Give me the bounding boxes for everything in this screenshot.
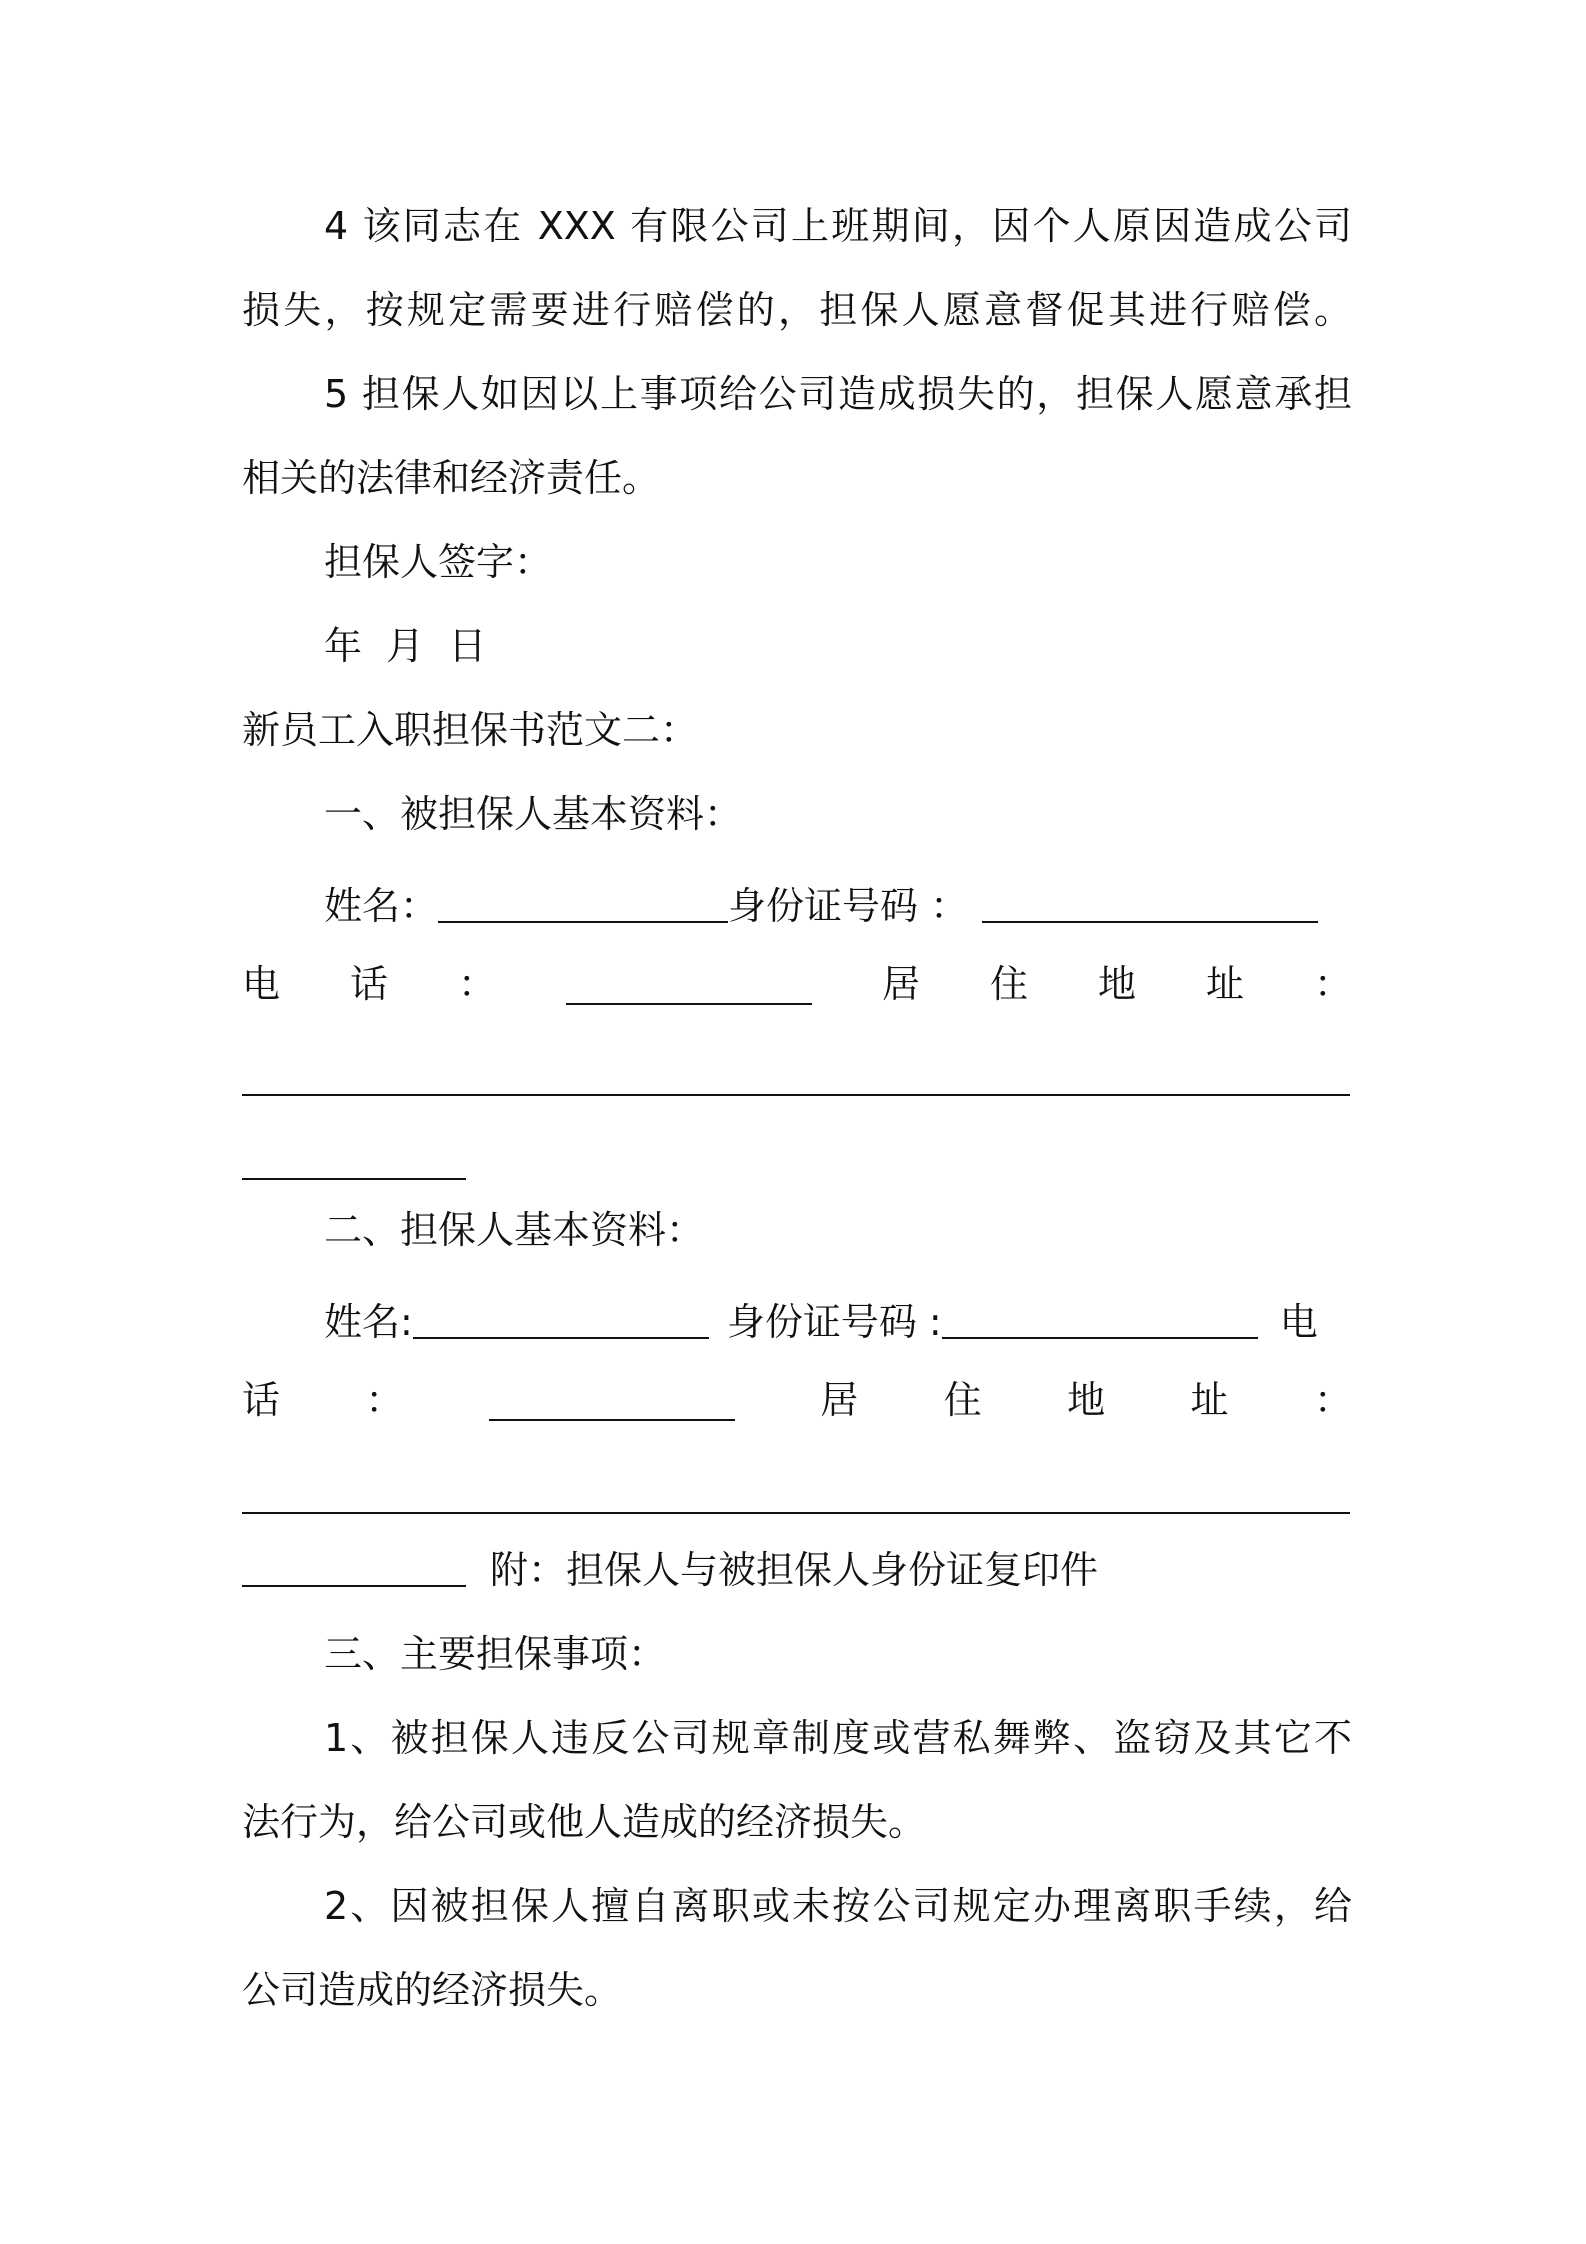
section-2-address-char-1: 居 [820, 1378, 859, 1422]
section-1-phone-char-3: ： [458, 962, 497, 1006]
section-1-name-id-row [242, 876, 1352, 936]
section-2-phone-char-2: ： [365, 1378, 404, 1422]
section-1-id-label: 身份证号码 ： [728, 884, 969, 928]
section-2-phone-char-1: 话 [242, 1378, 281, 1422]
section-2-address-char-5: ： [1313, 1378, 1352, 1422]
section-1-heading: 一、被担保人基本资料： [324, 792, 743, 836]
section-2-phone-address-row [242, 1370, 1352, 1430]
section-2-phone-field[interactable] [489, 1379, 735, 1421]
section-2-name-field[interactable] [413, 1297, 709, 1339]
guarantor-signature-label: 担保人签字： [324, 540, 553, 584]
attachment-note: 附：担保人与被担保人身份证复印件 [490, 1548, 1099, 1592]
section-1-phone-field[interactable] [566, 963, 812, 1005]
section-2-address-field-line-1[interactable] [242, 1512, 1350, 1514]
section-3-heading: 三、主要担保事项： [324, 1632, 667, 1676]
section-2-address-char-2: 住 [943, 1378, 982, 1422]
section-1-address-char-5: ： [1313, 962, 1352, 1006]
section-1-name-field[interactable] [438, 881, 728, 923]
item-2-line-1: 2、因被担保人擅自离职或未按公司规定办理离职手续，给 [324, 1884, 1352, 1928]
section-1-phone-address-row [242, 954, 1352, 1014]
section-1-address-field-line-2[interactable] [242, 1178, 466, 1180]
item-1-line-1: 1、被担保人违反公司规章制度或营私舞弊、盗窃及其它不 [324, 1716, 1352, 1760]
section-1-address-char-4: 址 [1205, 962, 1244, 1006]
section-2-address-char-4: 址 [1190, 1378, 1229, 1422]
section-2-id-field[interactable] [942, 1297, 1258, 1339]
sample-two-title: 新员工入职担保书范文二： [242, 708, 699, 752]
section-2-address-attachment-row [242, 1540, 1352, 1600]
section-1-id-field[interactable] [982, 881, 1318, 923]
section-1-phone-char-2: 话 [350, 962, 389, 1006]
section-2-id-label: 身份证号码 : [726, 1300, 942, 1344]
section-2-phone-first-char: 电 [1279, 1300, 1318, 1344]
clause-5-line-2: 相关的法律和经济责任。 [242, 456, 661, 500]
section-2-address-char-3: 地 [1067, 1378, 1106, 1422]
section-2-name-id-row [242, 1292, 1352, 1352]
section-1-address-char-1: 居 [881, 962, 920, 1006]
clause-4-line-2: 损失，按规定需要进行赔偿的，担保人愿意督促其进行赔偿。 [242, 288, 1352, 332]
section-1-phone-char-1: 电 [242, 962, 281, 1006]
section-2-name-label: 姓名: [324, 1300, 413, 1344]
section-2-heading: 二、担保人基本资料： [324, 1208, 705, 1252]
item-2-line-2: 公司造成的经济损失。 [242, 1968, 623, 2012]
section-1-address-field-line-1[interactable] [242, 1094, 1350, 1096]
clause-4-line-1: 4 该同志在 XXX 有限公司上班期间，因个人原因造成公司 [324, 204, 1352, 248]
section-2-address-field-line-2[interactable] [242, 1545, 466, 1587]
section-1-address-char-3: 地 [1097, 962, 1136, 1006]
date-label: 年 月 日 [324, 624, 487, 668]
section-1-address-char-2: 住 [989, 962, 1028, 1006]
section-1-name-label: 姓名： [324, 884, 439, 928]
clause-5-line-1: 5 担保人如因以上事项给公司造成损失的，担保人愿意承担 [324, 372, 1352, 416]
item-1-line-2: 法行为，给公司或他人造成的经济损失。 [242, 1800, 927, 1844]
